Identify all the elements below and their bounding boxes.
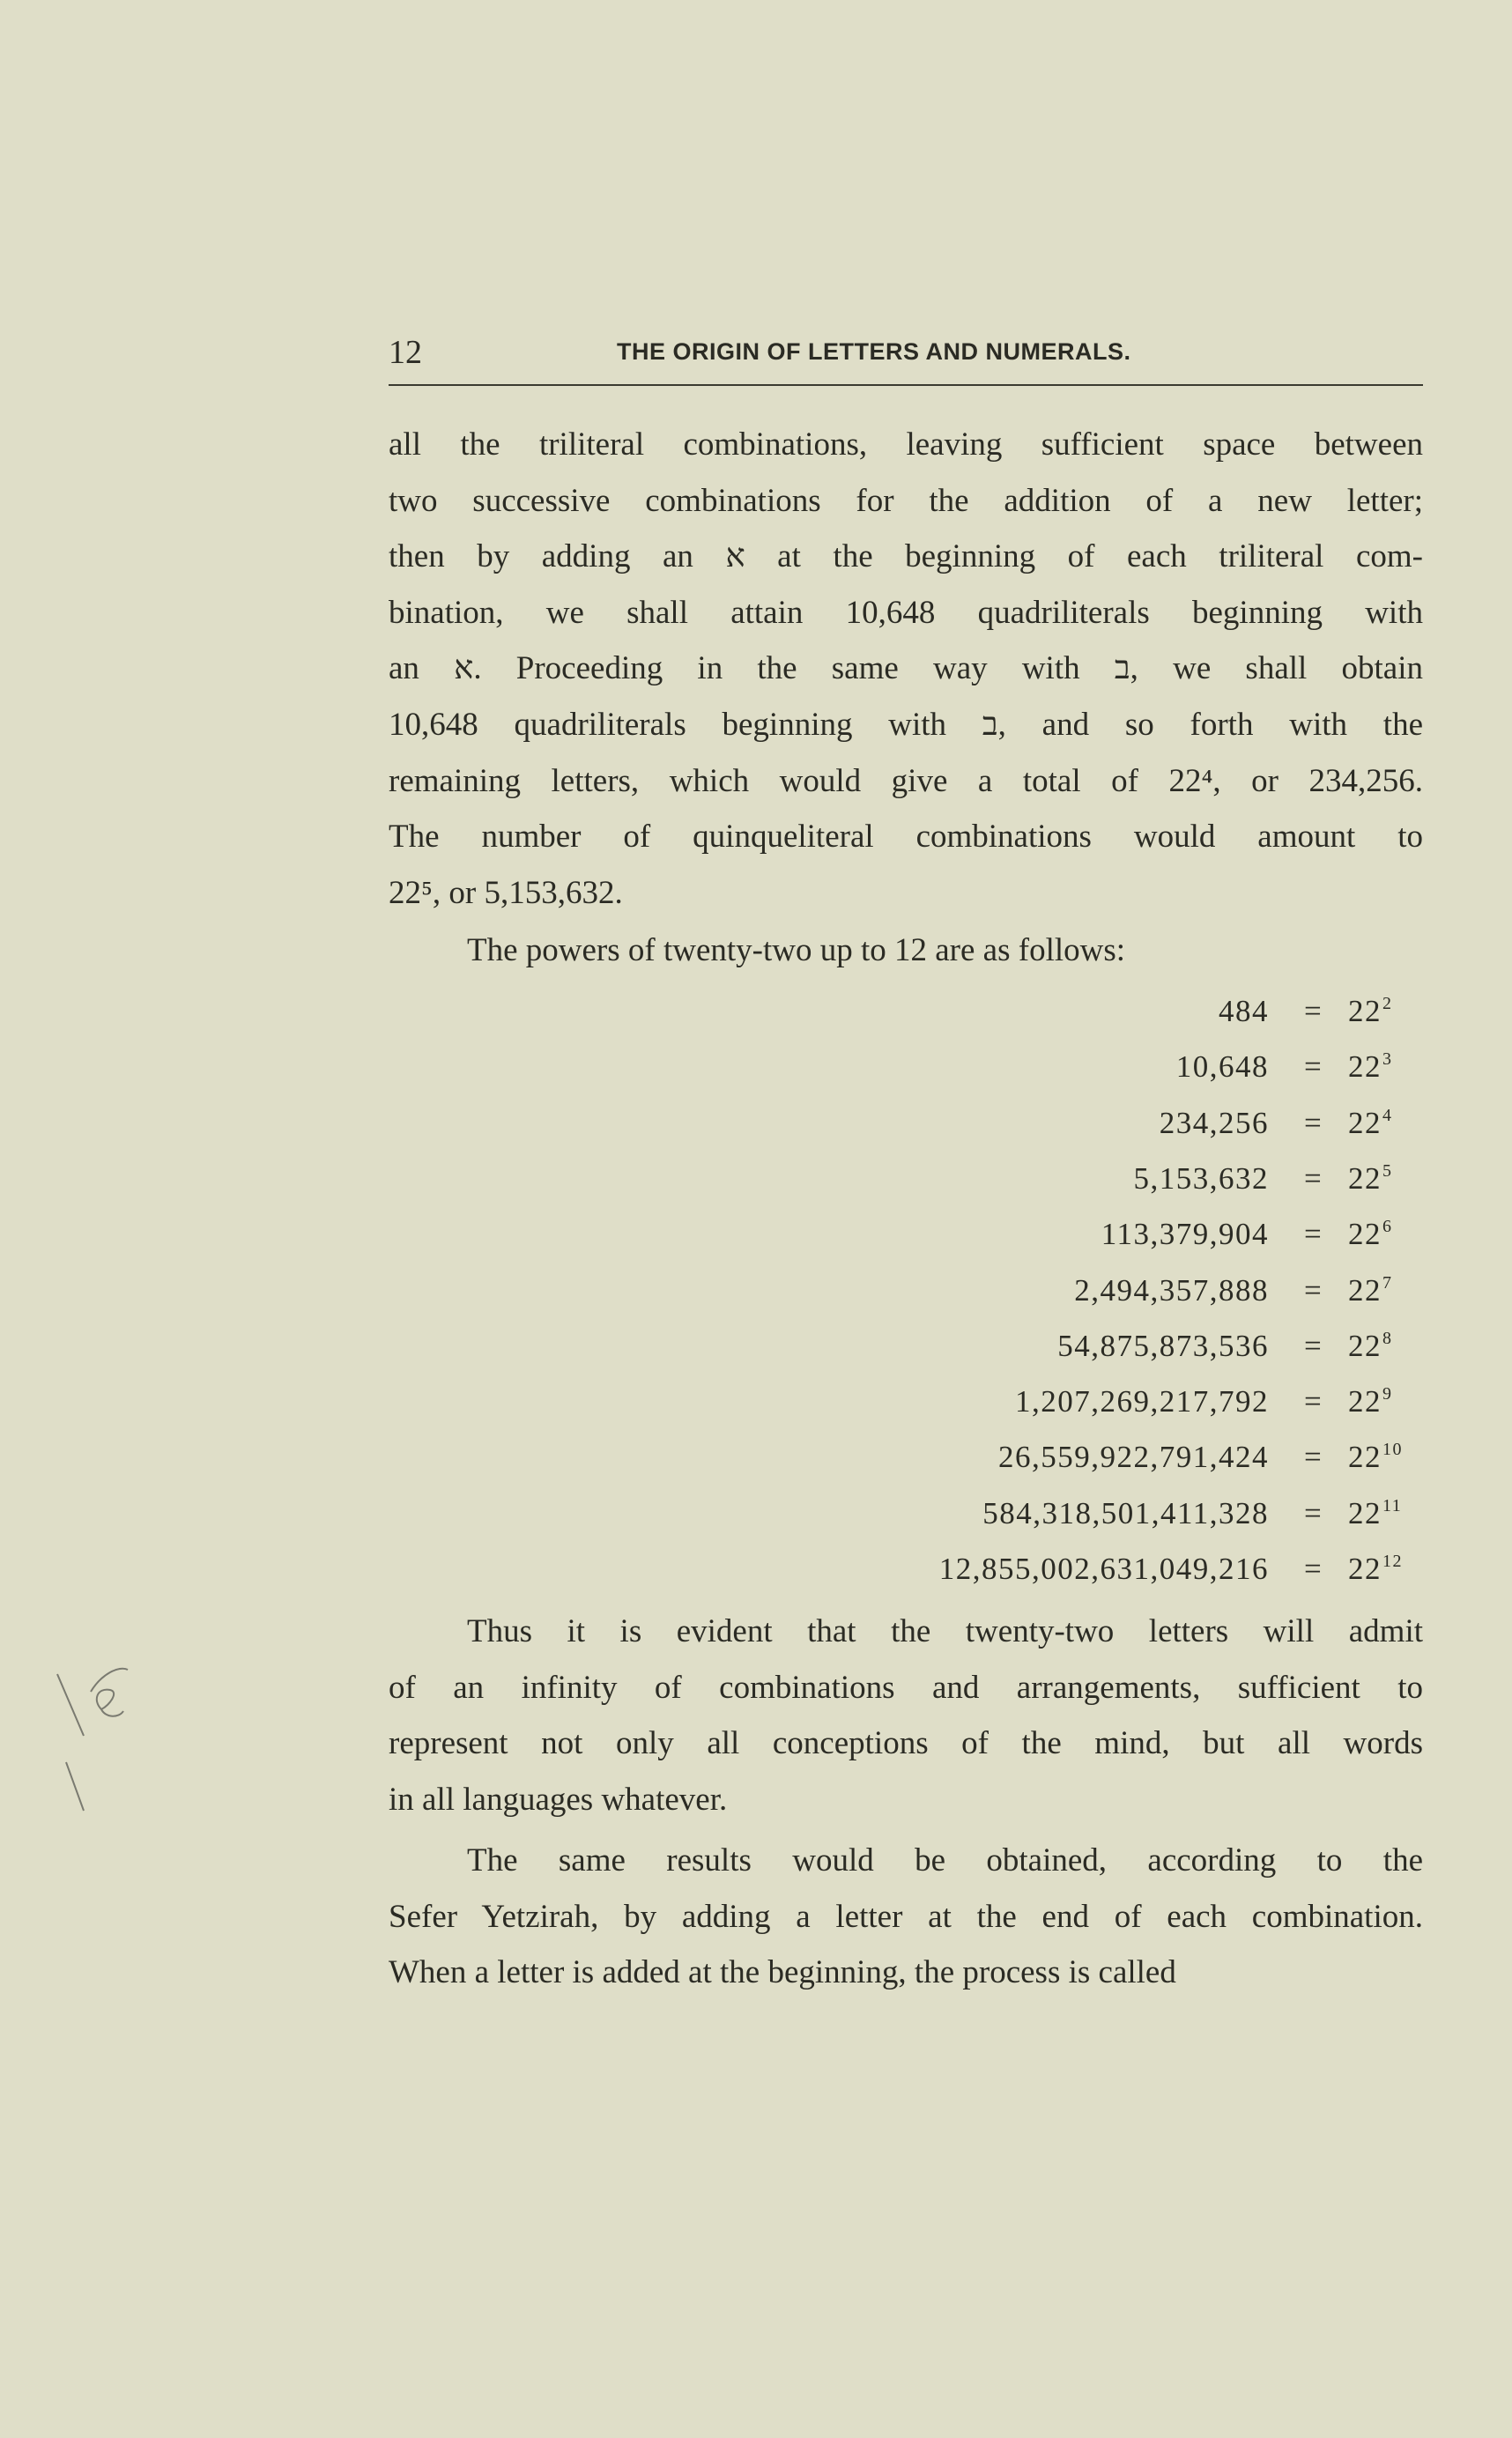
power-value: 584,318,501,411,328 <box>982 1495 1269 1530</box>
power-expression <box>1348 1552 1403 1587</box>
equals-sign: = <box>1304 1328 1323 1363</box>
power-expression <box>1348 1049 1393 1085</box>
power-row <box>793 1384 1427 1428</box>
text-line: two successive combinations for the addition of a new letter; <box>389 482 1423 519</box>
power-value: 10,648 <box>1175 1049 1269 1085</box>
text-line: represent not only all conceptions of the mind, but all words <box>389 1725 1423 1762</box>
text-line: 22⁵, or 5,153,632. <box>389 874 623 911</box>
text-line: bination, we shall attain 10,648 quadriliterals beginning with <box>389 594 1423 631</box>
power-exponent: 2 <box>1382 994 1393 1013</box>
power-value: 5,153,632 <box>1133 1160 1269 1196</box>
power-value: 234,256 <box>1159 1105 1269 1140</box>
power-row <box>793 1329 1427 1373</box>
power-expression <box>1348 1496 1402 1531</box>
power-base: 22 <box>1348 1328 1382 1363</box>
text-line: The same results would be obtained, according to the <box>467 1842 1423 1879</box>
equals-sign: = <box>1304 1217 1323 1252</box>
power-exponent: 3 <box>1382 1049 1393 1070</box>
power-expression <box>1348 1329 1393 1364</box>
equals-sign: = <box>1304 1495 1323 1530</box>
power-expression <box>1348 1106 1393 1141</box>
power-expression <box>1348 1273 1393 1308</box>
power-exponent: 11 <box>1382 1495 1403 1515</box>
equals-sign: = <box>1304 994 1323 1028</box>
power-value: 12,855,002,631,049,216 <box>938 1552 1269 1586</box>
power-exponent: 6 <box>1382 1217 1393 1237</box>
power-base: 22 <box>1348 994 1382 1028</box>
power-row <box>793 1217 1427 1261</box>
power-value: 113,379,904 <box>1101 1217 1269 1252</box>
power-exponent: 8 <box>1382 1328 1393 1348</box>
power-row <box>793 1049 1427 1093</box>
equals-sign: = <box>1304 1440 1323 1475</box>
power-exponent: 12 <box>1382 1552 1403 1571</box>
equals-sign: = <box>1304 1384 1323 1419</box>
power-base: 22 <box>1348 1440 1382 1475</box>
power-exponent: 10 <box>1382 1440 1403 1460</box>
power-base: 22 <box>1348 1217 1382 1252</box>
power-row <box>793 1440 1427 1484</box>
power-expression <box>1348 994 1393 1029</box>
equals-sign: = <box>1304 1552 1323 1586</box>
power-base: 22 <box>1348 1272 1382 1308</box>
power-exponent: 4 <box>1382 1105 1393 1125</box>
page-number: 12 <box>389 334 422 371</box>
text-line: 10,648 quadriliterals beginning with ב, and so forth with the <box>389 707 1423 743</box>
power-row <box>793 994 1427 1038</box>
power-value: 484 <box>1219 994 1269 1028</box>
equals-sign: = <box>1304 1049 1323 1085</box>
text-line: an א. Proceeding in the same way with ב, we shall obtain <box>389 650 1423 687</box>
header-rule <box>389 384 1423 386</box>
power-value: 26,559,922,791,424 <box>998 1440 1269 1475</box>
power-row <box>793 1552 1427 1596</box>
power-exponent: 7 <box>1382 1272 1393 1293</box>
power-value: 54,875,873,536 <box>1057 1328 1269 1363</box>
equals-sign: = <box>1304 1160 1323 1196</box>
power-row <box>793 1161 1427 1205</box>
text-line: then by adding an א at the beginning of each triliteral com- <box>389 538 1423 575</box>
text-line: Sefer Yetzirah, by adding a letter at the end of each combination. <box>389 1898 1423 1935</box>
power-base: 22 <box>1348 1049 1382 1085</box>
equals-sign: = <box>1304 1272 1323 1308</box>
text-line: The number of quinqueliteral combinations would amount to <box>389 819 1423 856</box>
text-line: When a letter is added at the beginning, the process is called <box>389 1954 1176 1991</box>
power-base: 22 <box>1348 1495 1382 1530</box>
power-row <box>793 1273 1427 1317</box>
power-exponent: 5 <box>1382 1160 1393 1181</box>
power-row <box>793 1106 1427 1150</box>
power-expression <box>1348 1217 1393 1252</box>
power-base: 22 <box>1348 1160 1382 1196</box>
power-value: 1,207,269,217,792 <box>1015 1384 1269 1419</box>
power-value: 2,494,357,888 <box>1074 1272 1269 1308</box>
text-line: all the triliteral combinations, leaving sufficient space between <box>389 426 1423 463</box>
text-line: The powers of twenty-two up to 12 are as follows: <box>467 932 1126 968</box>
power-expression <box>1348 1161 1393 1197</box>
power-base: 22 <box>1348 1552 1382 1586</box>
power-row <box>793 1496 1427 1540</box>
equals-sign: = <box>1304 1105 1323 1140</box>
pencil-margin-mark-icon <box>48 1656 154 1815</box>
power-base: 22 <box>1348 1384 1382 1419</box>
text-line: in all languages whatever. <box>389 1781 728 1818</box>
text-line: of an infinity of combinations and arrangements, sufficient to <box>389 1669 1423 1706</box>
power-exponent: 9 <box>1382 1384 1393 1404</box>
text-line: remaining letters, which would give a total of 22⁴, or 234,256. <box>389 762 1423 799</box>
power-base: 22 <box>1348 1105 1382 1140</box>
text-line: Thus it is evident that the twenty-two letters will admit <box>467 1613 1423 1649</box>
power-expression <box>1348 1440 1403 1475</box>
power-expression <box>1348 1384 1393 1419</box>
running-title: THE ORIGIN OF LETTERS AND NUMERALS. <box>617 338 1131 365</box>
